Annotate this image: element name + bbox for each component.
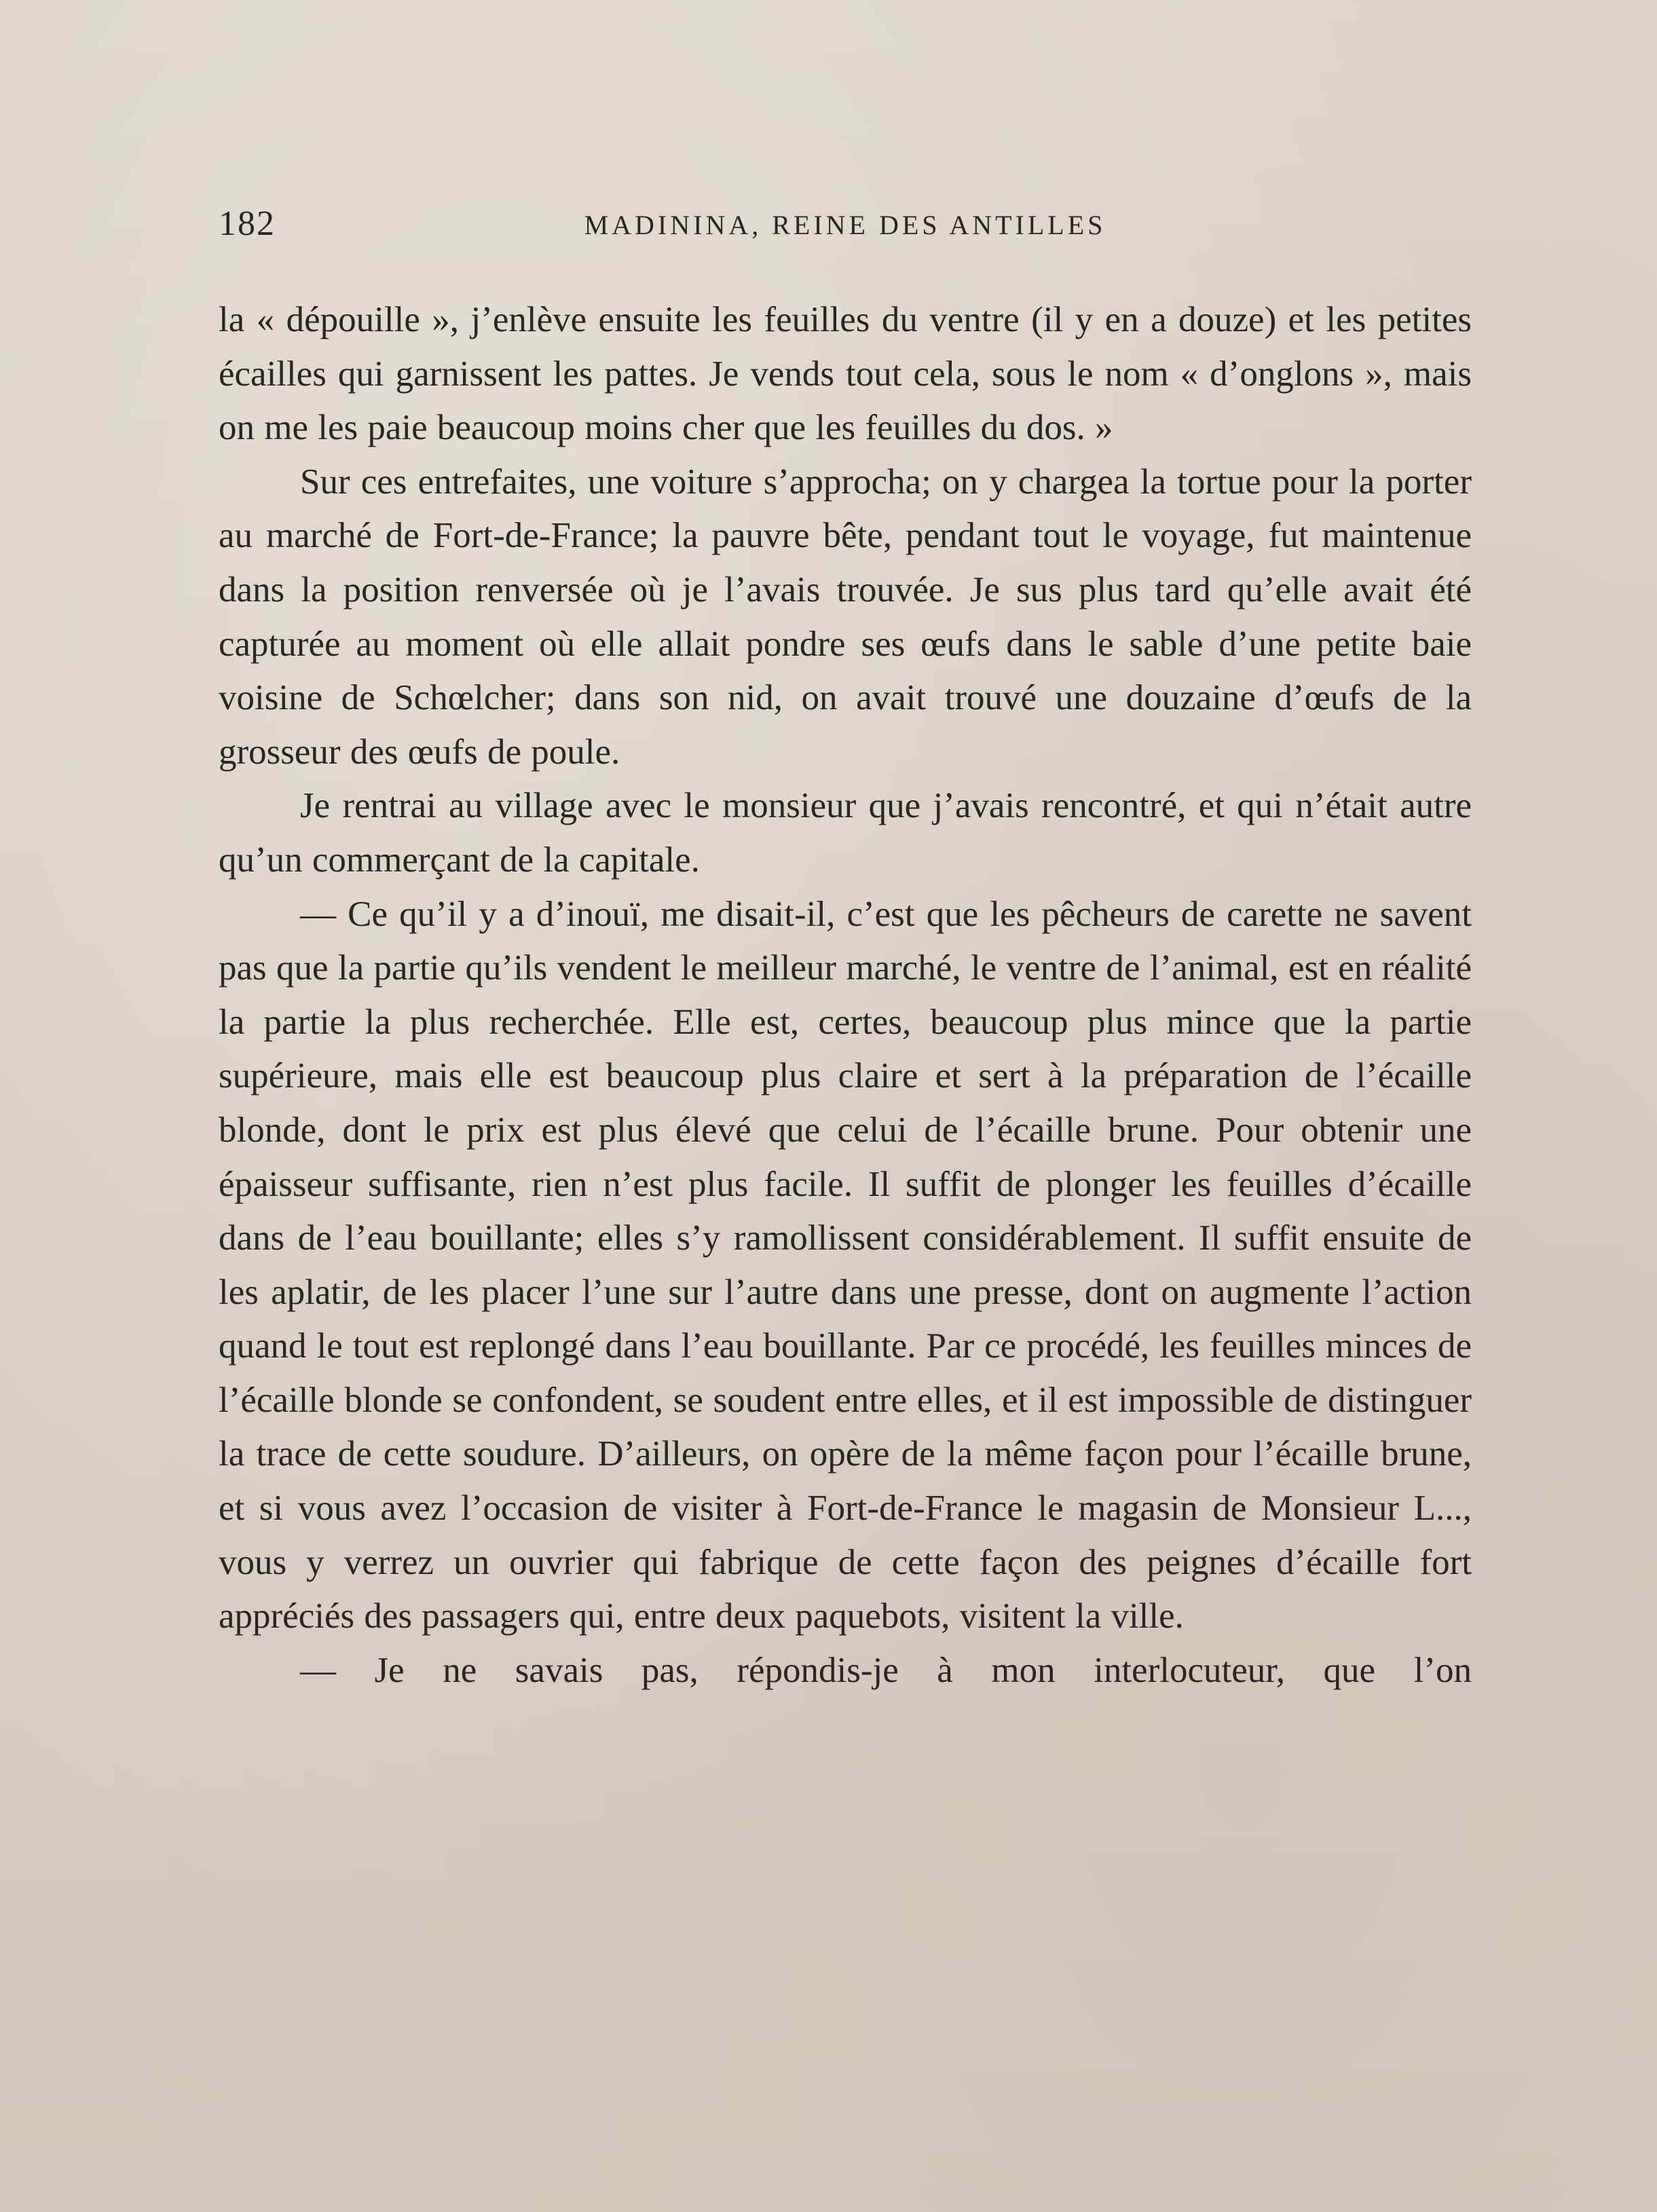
- paragraph-4: — Ce qu’il y a d’inouï, me disait-il, c’est que les pêcheurs de carette ne savent pas que la partie qu’ils vendent le meilleur marché, le ventre de l’animal, est en réalité la partie la plus recherchée. Elle est, certes, beaucoup plus mince que la partie supérieure, mais elle est beaucoup plus claire et sert à la préparation de l’écaille blonde, dont le prix est plus élevé que celui de l’écaille brune. Pour obtenir une épaisseur suffisante, rien n’est plus facile. Il suffit de plonger les feuilles d’écaille dans de l’eau bouillante; elles s’y ramollissent considérablement. Il suffit ensuite de les aplatir, de les placer l’une sur l’autre dans une presse, dont on augmente l’action quand le tout est replongé dans l’eau bouillante. Par ce procédé, les feuilles minces de l’écaille blonde se confondent, se soudent entre elles, et il est impossible de distinguer la trace de cette soudure. D’ailleurs, on opère de la même façon pour l’écaille brune, et si vous avez l’occasion de visiter à Fort-de-France le magasin de Monsieur L..., vous y verrez un ouvrier qui fabrique de cette façon des peignes d’écaille fort appréciés des passagers qui, entre deux paquebots, visitent la ville.: [219, 894, 1472, 1636]
- paragraph-2: Sur ces entrefaites, une voiture s’approcha; on y chargea la tortue pour la porter au marché de Fort-de-France; la pauvre bête, pendant tout le voyage, fut maintenue dans la position renversée où je l’avais trouvée. Je sus plus tard qu’elle avait été capturée au moment où elle allait pondre ses œufs dans le sable d’une petite baie voisine de Schœlcher; dans son nid, on avait trouvé une douzaine d’œufs de la grosseur des œufs de poule.: [219, 462, 1472, 772]
- running-title: MADININA, REINE DES ANTILLES: [584, 210, 1106, 240]
- paragraph-5: — Je ne savais pas, répondis-je à mon interlocuteur, que l’on: [300, 1650, 1472, 1690]
- page-header: [219, 204, 1472, 251]
- paragraph-3: Je rentrai au village avec le monsieur que j’avais rencontré, et qui n’était autre qu’un commerçant de la capitale.: [219, 786, 1472, 880]
- page-number: 182: [219, 204, 276, 243]
- body-text: [219, 293, 1472, 1698]
- paragraph-1: la « dépouille », j’enlève ensuite les feuilles du ventre (il y en a douze) et les petites écailles qui garnissent les pattes. Je vends tout cela, sous le nom « d’onglons », mais on me les paie beaucoup moins cher que les feuilles du dos. »: [219, 300, 1472, 448]
